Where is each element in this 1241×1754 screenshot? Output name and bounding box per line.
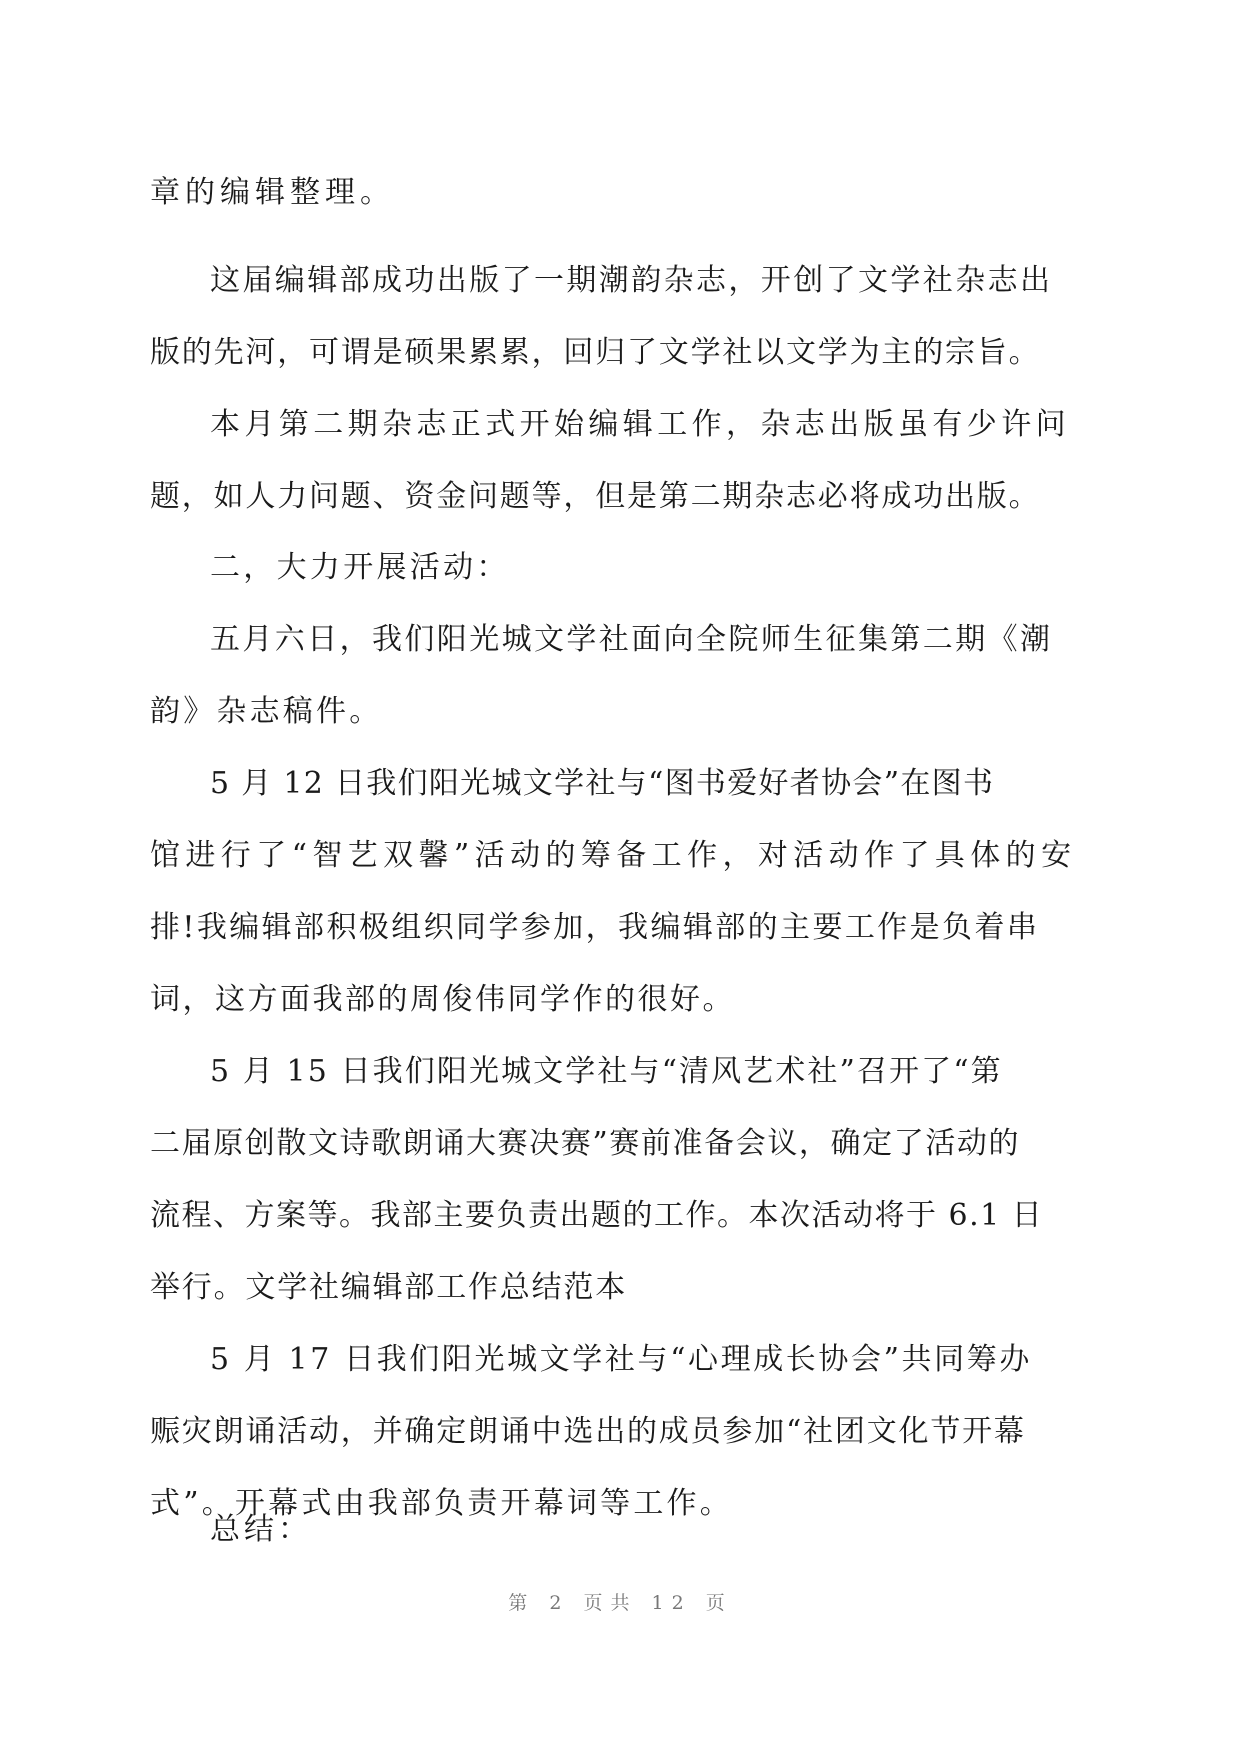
paragraph-line: 举行。文学社编辑部工作总结范本 bbox=[150, 1270, 627, 1305]
paragraph-line: 本月第二期杂志正式开始编辑工作，杂志出版虽有少许问 bbox=[210, 407, 1070, 442]
page-footer: 第 2 页共 12 页 bbox=[508, 1592, 733, 1614]
paragraph-line: 5 月 17 日我们阳光城文学社与“心理成长协会”共同筹办 bbox=[210, 1342, 1032, 1377]
paragraph-line: 这届编辑部成功出版了一期潮韵杂志，开创了文学社杂志出 bbox=[210, 263, 1053, 298]
paragraph-line: 题，如人力问题、资金问题等，但是第二期杂志必将成功出版。 bbox=[150, 479, 1041, 514]
paragraph-line: 五月六日，我们阳光城文学社面向全院师生征集第二期《潮 bbox=[210, 622, 1053, 657]
paragraph-line: 赈灾朗诵活动，并确定朗诵中选出的成员参加“社团文化节开幕 bbox=[150, 1414, 1026, 1449]
paragraph-line: 版的先河，可谓是硕果累累，回归了文学社以文学为主的宗旨。 bbox=[150, 335, 1041, 370]
paragraph-line: 馆进行了“智艺双馨”活动的筹备工作，对活动作了具体的安 bbox=[150, 838, 1077, 873]
paragraph-line: 韵》杂志稿件。 bbox=[150, 694, 383, 729]
paragraph-line: 章的编辑整理。 bbox=[150, 175, 395, 210]
paragraph-line: 式”。开幕式由我部负责开幕词等工作。 bbox=[150, 1486, 733, 1521]
section-heading: 二，大力开展活动： bbox=[210, 550, 510, 585]
paragraph-line: 5 月 12 日我们阳光城文学社与“图书爱好者协会”在图书 bbox=[210, 766, 995, 801]
paragraph-line: 排!我编辑部积极组织同学参加，我编辑部的主要工作是负着串 bbox=[150, 910, 1040, 945]
paragraph-line: 流程、方案等。我部主要负责出题的工作。本次活动将于 6.1 日 bbox=[150, 1198, 1044, 1233]
paragraph-line: 词，这方面我部的周俊伟同学作的很好。 bbox=[150, 982, 735, 1017]
summary-heading: 总结： bbox=[210, 1512, 312, 1547]
paragraph-line: 5 月 15 日我们阳光城文学社与“清风艺术社”召开了“第 bbox=[210, 1054, 1003, 1089]
paragraph-line: 二届原创散文诗歌朗诵大赛决赛”赛前准备会议，确定了活动的 bbox=[150, 1126, 1021, 1161]
